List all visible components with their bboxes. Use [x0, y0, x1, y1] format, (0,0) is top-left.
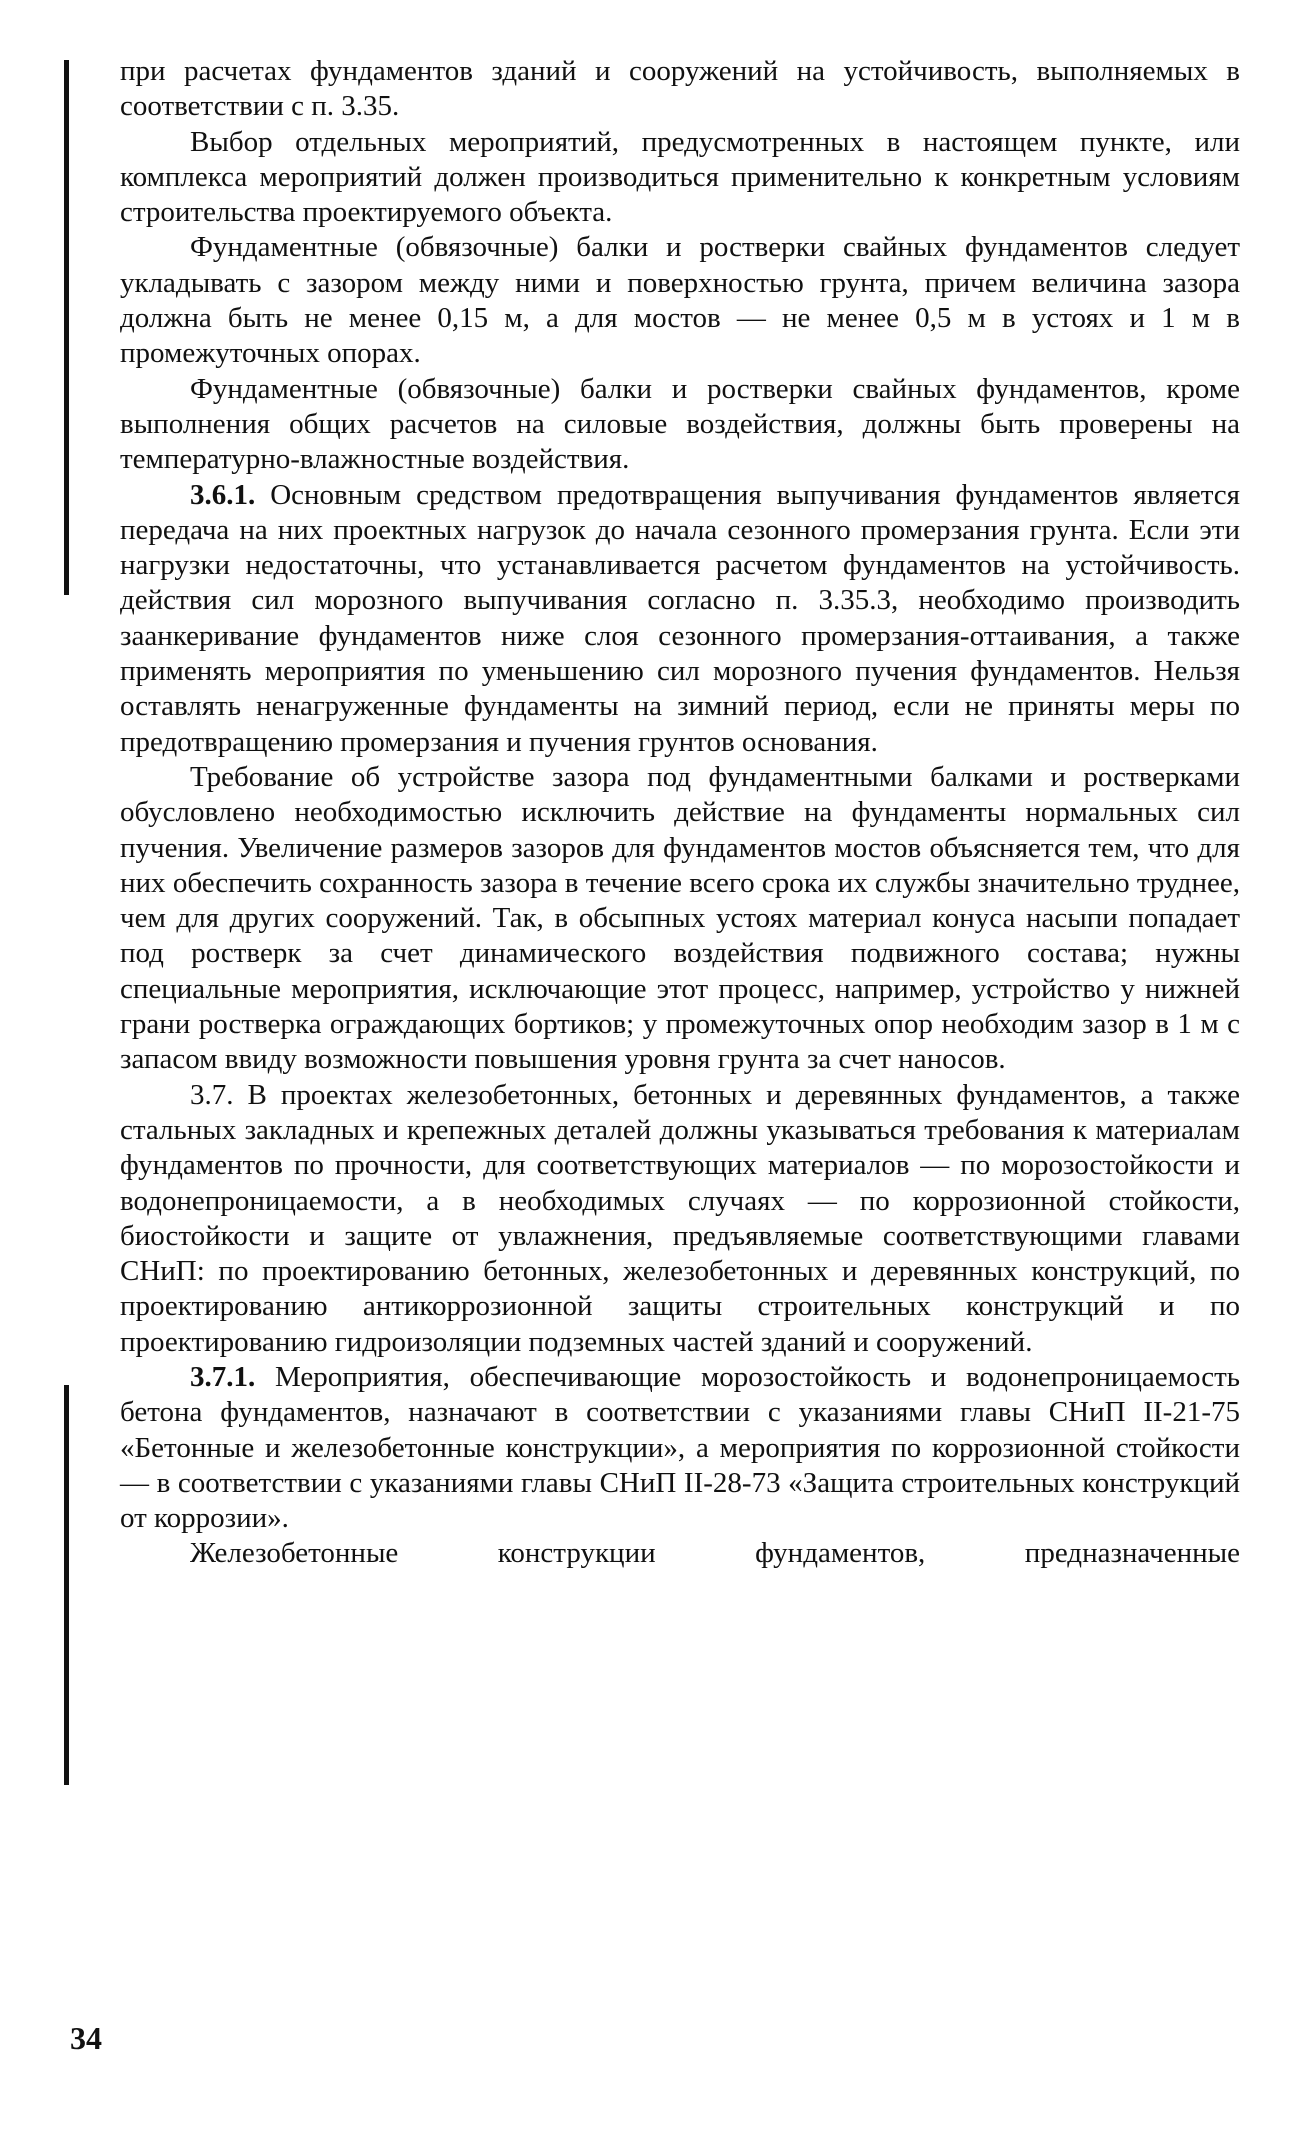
- paragraph-3-7: 3.7. В проектах железобетонных, бетонных и деревянных фундаментов, а также стальных закладных и крепежных деталей должны указываться требования к материалам фундаментов по прочности, для соответствующих материалов — по морозостойкости и водонепроницаемости, а в необходимых случаях — по коррозионной стойкости, биостойкости и защите от увлажнения, предъявляемые соответствующими главами СНиП: по проектированию бетонных, железобетонных и деревянных конструкций, по проектированию антикоррозионной защиты строительных конструкций и по проектированию гидроизоляции подземных частей зданий и сооружений.: [120, 1078, 1240, 1358]
- section-number: 3.7.1.: [190, 1360, 256, 1393]
- paragraph-text: Основным средством предотвращения выпучивания фундаментов является передача на них проектных нагрузок до начала сезонного промерзания грунта. Если эти нагрузки недостаточны, что устанавливается расчетом фундаментов на устойчивость. действия сил морозного выпучивания согласно п. 3.35.3, необходимо производить заанкеривание фундаментов ниже слоя сезонного промерзания-оттаивания, а также применять мероприятия по уменьшению сил морозного пучения фундаментов. Нельзя оставлять ненагруженные фундаменты на зимний период, если не приняты меры по предотвращению промерзания и пучения грунтов основания.: [120, 478, 1240, 758]
- body-text: [120, 54, 1240, 1572]
- page-number: 34: [70, 2020, 102, 2056]
- paragraph: Фундаментные (обвязочные) балки и ростверки свайных фундаментов следует укладывать с зазором между ними и поверхностью грунта, причем величина зазора должна быть не менее 0,15 м, а для мостов — не менее 0,5 м в устоях и 1 м в промежуточных опорах.: [120, 231, 1240, 370]
- margin-change-bar-middle: [64, 1385, 69, 1785]
- paragraph-3-7-1: [120, 1360, 1240, 1536]
- paragraph: Фундаментные (обвязочные) балки и ростверки свайных фундаментов, кроме выполнения общих расчетов на силовые воздействия, должны быть проверены на температурно-влажностные воздействия.: [120, 372, 1240, 476]
- paragraph: Требование об устройстве зазора под фундаментными балками и ростверками обусловлено необходимостью исключить действие на фундаменты нормальных сил пучения. Увеличение размеров зазоров для фундаментов мостов объясняется тем, что для них обеспечить сохранность зазора в течение всего срока их службы значительно труднее, чем для других сооружений. Так, в обсыпных устоях материал конуса насыпи попадает под ростверк за счет динамического воздействия подвижного состава; нужны специальные мероприятия, исключающие этот процесс, например, устройство у нижней грани ростверка ограждающих бортиков; у промежуточных опор необходим зазор в 1 м с запасом ввиду возможности повышения уровня грунта за счет наносов.: [120, 760, 1240, 1076]
- paragraph-text: Мероприятия, обеспечивающие морозостойкость и водонепроницаемость бетона фундаментов, назначают в соответствии с указаниями главы СНиП II-21-75 «Бетонные и железобетонные конструкции», а мероприятия по коррозионной стойкости — в соответствии с указаниями главы СНиП II-28-73 «Защита строительных конструкций от коррозии».: [120, 1360, 1240, 1535]
- paragraph: Железобетонные конструкции фундаментов, предназначенные: [190, 1537, 1240, 1570]
- margin-change-bar-top: [64, 60, 69, 595]
- paragraph: при расчетах фундаментов зданий и сооружений на устойчивость, выполняемых в соответствии с п. 3.35.: [120, 55, 1240, 123]
- paragraph-3-6-1: [120, 478, 1240, 760]
- paragraph: Выбор отдельных мероприятий, предусмотренных в настоящем пункте, или комплекса мероприятий должен производиться применительно к конкретным условиям строительства проектируемого объекта.: [120, 125, 1240, 229]
- section-number: 3.6.1.: [190, 478, 256, 511]
